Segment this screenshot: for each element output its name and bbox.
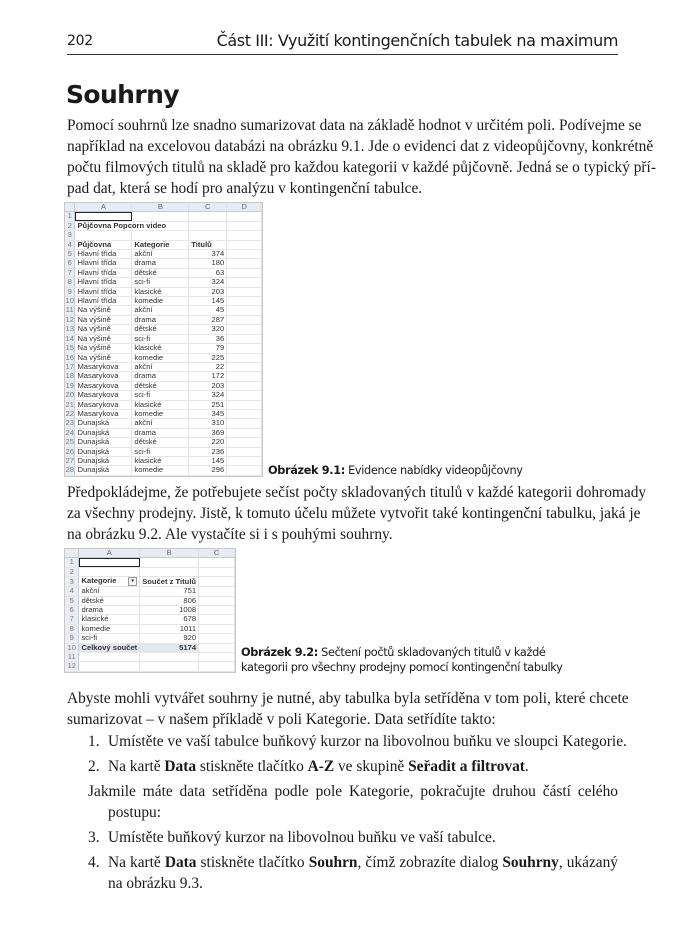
store-cell: Hlavní třída [75, 259, 132, 268]
table-row [65, 250, 262, 259]
row-number: 12 [65, 315, 74, 324]
table-row [65, 447, 262, 456]
category-cell: sci-fi [132, 278, 189, 287]
category-cell: klasické [132, 456, 189, 465]
sum-cell: 751 [140, 587, 199, 596]
empty-cell [227, 315, 262, 324]
store-cell: Dunajská [75, 447, 132, 456]
row-number: 15 [65, 343, 74, 353]
column-header: D [227, 203, 262, 212]
empty-cell [227, 438, 262, 447]
empty-cell [227, 353, 262, 362]
store-cell: Dunajská [75, 466, 132, 475]
empty-cell [227, 372, 262, 381]
row-number: 23 [65, 418, 74, 428]
row-number: 2 [65, 221, 75, 230]
text-line: například na excelovou databázi na obrázku 9.1. Jde o evidenci dat z videopůjčovny, konkrétně [67, 138, 654, 155]
row-number: 20 [65, 390, 74, 400]
table-row [65, 353, 262, 362]
row-number: 16 [65, 353, 74, 362]
category-cell: sci-fi [132, 334, 189, 343]
titles-cell: 236 [189, 447, 227, 456]
titles-cell: 203 [189, 381, 227, 390]
store-cell: Hlavní třída [75, 287, 132, 296]
category-cell: dětské [132, 325, 189, 334]
sum-cell: 1008 [140, 606, 199, 615]
row-number: 9 [65, 634, 79, 643]
store-cell: Na výšině [75, 353, 132, 362]
empty-cell [227, 287, 262, 296]
text-line: počtu filmových titulů na skladě pro každou kategorii v každé půjčovně. Jedná se o typický pří- [67, 159, 656, 176]
titles-cell: 145 [189, 297, 227, 306]
row-number: 8 [65, 624, 79, 633]
header-cell: Kategorie [132, 240, 189, 249]
category-cell: akční [132, 419, 189, 428]
empty-cell [227, 306, 262, 315]
table-row [65, 344, 262, 353]
table-row [65, 381, 262, 390]
column-header: B [132, 203, 189, 212]
section-title: Souhrny [66, 80, 179, 109]
sheet-title-cell: Půjčovna Popcorn video [75, 221, 189, 230]
empty-cell [227, 400, 262, 409]
empty-cell [227, 344, 262, 353]
store-cell: Hlavní třída [75, 297, 132, 306]
table-row [65, 362, 262, 371]
store-cell: Hlavní třída [75, 268, 132, 277]
pivot-row-label-header: Kategorie ▾ [79, 577, 140, 587]
category-cell: dětské [79, 596, 140, 605]
paragraph-pivot [67, 482, 647, 545]
text-line: sumarizovat – v našem příkladě v poli Kategorie. Data setřídíte takto: [67, 711, 496, 728]
column-header: C [189, 203, 227, 212]
table-row [65, 334, 262, 343]
column-header: A [75, 203, 132, 212]
empty-cell [227, 297, 262, 306]
sheet-header-row [65, 240, 262, 249]
table-row [65, 306, 262, 315]
chapter-title: Část III: Využití kontingenčních tabulek na maximum [216, 31, 618, 50]
sum-cell: 678 [140, 615, 199, 624]
caption-label: Obrázek 9.1: [268, 464, 345, 477]
category-cell: akční [132, 362, 189, 371]
page-number: 202 [67, 33, 93, 49]
titles-cell: 79 [189, 344, 227, 353]
row-number: 14 [65, 334, 74, 343]
header-cell: Půjčovna [75, 240, 132, 249]
row-number: 1 [65, 212, 75, 221]
table-row [65, 315, 262, 324]
titles-cell: 180 [189, 259, 227, 268]
row-number: 21 [65, 400, 74, 409]
sum-cell: 920 [140, 634, 199, 643]
paragraph-intro [67, 115, 656, 199]
row-number: 4 [65, 587, 79, 596]
table-row [65, 372, 262, 381]
table-row [65, 456, 262, 465]
empty-cell [227, 428, 262, 437]
store-cell: Na výšině [75, 325, 132, 334]
step-2: 2. Na kartě Data stiskněte tlačítko A-Z ve skupině Seřadit a filtrovat. [88, 758, 529, 775]
titles-cell: 324 [189, 278, 227, 287]
active-cell [75, 212, 132, 221]
row-number: 28 [65, 465, 74, 475]
empty-cell [227, 334, 262, 343]
store-cell: Masarykova [75, 372, 132, 381]
store-cell: Dunajská [75, 428, 132, 437]
category-cell: akční [79, 587, 140, 596]
empty-cell [199, 587, 235, 596]
step-1: 1. Umístěte ve vaší tabulce buňkový kurzor na libovolnou buňku ve sloupci Kategorie. [88, 733, 627, 750]
text-line: pad dat, která se hodí pro analýzu v kontingenční tabulce. [67, 180, 423, 197]
table-row [65, 587, 235, 596]
category-cell: akční [132, 306, 189, 315]
category-cell: drama [132, 259, 189, 268]
titles-cell: 172 [189, 372, 227, 381]
caption-text: Sečtení počtů skladovaných titulů v každé [317, 646, 546, 659]
grand-total-value: 5174 [140, 643, 199, 652]
paragraph-sorting [67, 688, 629, 730]
caption-text: kategorii pro všechny prodejny pomocí kontingenční tabulky [241, 661, 563, 674]
store-cell: Dunajská [75, 456, 132, 465]
category-cell: drama [132, 315, 189, 324]
titles-cell: 324 [189, 391, 227, 400]
step-3: 3. Umístěte buňkový kurzor na libovolnou buňku ve vaší tabulce. [88, 829, 496, 846]
category-cell: komedie [132, 297, 189, 306]
category-cell: komedie [79, 624, 140, 633]
row-number: 18 [65, 371, 74, 381]
row-number: 10 [65, 643, 79, 652]
store-cell: Na výšině [75, 334, 132, 343]
category-cell: drama [132, 372, 189, 381]
titles-cell: 369 [189, 428, 227, 437]
table-row [65, 259, 262, 268]
table-row [65, 606, 235, 615]
titles-cell: 296 [189, 466, 227, 475]
row-number: 6 [65, 606, 79, 615]
table-row [65, 615, 235, 624]
table-row [65, 438, 262, 447]
category-cell: dětské [132, 438, 189, 447]
store-cell: Masarykova [75, 381, 132, 390]
table-row [65, 428, 262, 437]
titles-cell: 320 [189, 325, 227, 334]
empty-cell [199, 606, 235, 615]
empty-cell [199, 596, 235, 605]
table-row [65, 287, 262, 296]
grand-total-row [65, 643, 235, 652]
figure-9-2-caption [241, 645, 562, 675]
category-cell: akční [132, 250, 189, 259]
table-row [65, 268, 262, 277]
active-cell [79, 558, 140, 567]
row-number: 10 [65, 296, 74, 306]
column-header: C [199, 549, 235, 558]
row-number: 2 [65, 567, 79, 576]
text-line: Předpokládejme, že potřebujete sečíst počty skladovaných titulů v každé kategorii dohromady [67, 484, 647, 501]
row-number: 4 [65, 240, 75, 249]
column-header-row [65, 549, 235, 558]
row-number: 9 [65, 287, 75, 296]
table-row [65, 624, 235, 633]
table-row [65, 634, 235, 643]
category-cell: dětské [132, 268, 189, 277]
text-line: na obrázku 9.2. Ale vystačíte si i s pouhými souhrny. [67, 526, 393, 543]
pivot-value-header: Součet z Titulů [140, 577, 199, 587]
row-number: 1 [65, 558, 79, 567]
row-number: 6 [65, 259, 75, 268]
row-number: 27 [65, 456, 74, 465]
category-cell: sci-fi [79, 634, 140, 643]
store-cell: Na výšině [75, 344, 132, 353]
category-cell: klasické [132, 400, 189, 409]
text-line: za všechny prodejny. Jistě, k tomuto účelu můžete vytvořit také kontingenční tabulku, jaká je [67, 505, 641, 522]
empty-cell [227, 456, 262, 465]
store-cell: Na výšině [75, 306, 132, 315]
filter-dropdown-icon[interactable]: ▾ [128, 577, 137, 586]
caption-text: Evidence nabídky videopůjčovny [344, 464, 523, 477]
store-cell: Dunajská [75, 438, 132, 447]
category-cell: komedie [132, 466, 189, 475]
row-number: 19 [65, 381, 74, 390]
empty-cell [199, 624, 235, 633]
titles-cell: 203 [189, 287, 227, 296]
store-cell: Hlavní třída [75, 250, 132, 259]
sheet-row [65, 653, 235, 662]
select-all-corner [65, 203, 75, 212]
titles-cell: 36 [189, 334, 227, 343]
titles-cell: 22 [189, 362, 227, 371]
header-cell: Titulů [189, 240, 227, 249]
text-line: Abyste mohli vytvářet souhrny je nutné, aby tabulka byla setříděna v tom poli, které chcete [67, 690, 629, 707]
column-header-row [65, 203, 262, 212]
caption-label: Obrázek 9.2: [241, 646, 318, 659]
row-number: 17 [65, 362, 74, 371]
empty-cell [227, 391, 262, 400]
sheet-row [65, 221, 262, 230]
empty-cell [199, 643, 235, 652]
row-number: 25 [65, 437, 74, 447]
category-cell: sci-fi [132, 391, 189, 400]
table-row [65, 466, 262, 475]
category-cell: komedie [132, 353, 189, 362]
table-row [65, 297, 262, 306]
row-number: 13 [65, 324, 74, 334]
titles-cell: 310 [189, 419, 227, 428]
table-row [65, 391, 262, 400]
table-row [65, 409, 262, 418]
row-number: 22 [65, 409, 74, 418]
empty-cell [199, 634, 235, 643]
row-number: 24 [65, 428, 74, 437]
row-number: 11 [65, 653, 79, 662]
empty-cell [227, 362, 262, 371]
titles-cell: 251 [189, 400, 227, 409]
sheet-row [65, 231, 262, 240]
titles-cell: 225 [189, 353, 227, 362]
steps-list [67, 731, 627, 894]
table-row [65, 400, 262, 409]
empty-cell [227, 278, 262, 287]
category-cell: sci-fi [132, 447, 189, 456]
column-header: B [140, 549, 199, 558]
sheet-row [65, 212, 262, 221]
running-header [67, 30, 618, 55]
empty-cell [227, 466, 262, 475]
spreadsheet-figure-9-1 [64, 202, 263, 477]
table-row [65, 278, 262, 287]
grand-total-label: Celkový součet [79, 643, 140, 652]
step-4: 4. Na kartě Data stiskněte tlačítko Souhrn, čímž zobrazíte dialog Souhrny, ukázaný na obrázku 9.3. [88, 854, 618, 892]
table-row [65, 325, 262, 334]
empty-cell [227, 250, 262, 259]
sheet-row [65, 558, 235, 567]
sheet-row [65, 567, 235, 576]
row-number: 5 [65, 596, 79, 605]
store-cell: Masarykova [75, 409, 132, 418]
titles-cell: 345 [189, 409, 227, 418]
text-line: Pomocí souhrnů lze snadno sumarizovat data na základě hodnot v určitém poli. Podívejme se [67, 117, 642, 134]
empty-cell [227, 419, 262, 428]
figure-9-1-caption [268, 463, 523, 478]
store-cell: Masarykova [75, 391, 132, 400]
row-number: 7 [65, 268, 75, 277]
row-number: 7 [65, 615, 79, 624]
empty-cell [227, 447, 262, 456]
store-cell: Hlavní třída [75, 278, 132, 287]
sheet-row [65, 662, 235, 671]
empty-cell [227, 325, 262, 334]
titles-cell: 45 [189, 306, 227, 315]
category-cell: klasické [132, 344, 189, 353]
titles-cell: 287 [189, 315, 227, 324]
store-cell: Na výšině [75, 315, 132, 324]
empty-cell [199, 615, 235, 624]
category-cell: drama [132, 428, 189, 437]
sum-cell: 1011 [140, 624, 199, 633]
titles-cell: 145 [189, 456, 227, 465]
row-number: 5 [65, 250, 75, 259]
store-cell: Dunajská [75, 419, 132, 428]
titles-cell: 220 [189, 438, 227, 447]
category-cell: klasické [132, 287, 189, 296]
pivot-header-row [65, 577, 235, 587]
row-number: 26 [65, 447, 74, 456]
store-cell: Masarykova [75, 362, 132, 371]
row-number: 3 [65, 577, 79, 587]
category-cell: klasické [79, 615, 140, 624]
titles-cell: 63 [189, 268, 227, 277]
empty-cell [227, 259, 262, 268]
sum-cell: 806 [140, 596, 199, 605]
empty-cell [227, 268, 262, 277]
row-number: 11 [65, 305, 74, 315]
category-cell: dětské [132, 381, 189, 390]
titles-cell: 374 [189, 250, 227, 259]
table-row [65, 419, 262, 428]
empty-cell [227, 409, 262, 418]
table-row [65, 596, 235, 605]
store-cell: Masarykova [75, 400, 132, 409]
row-number: 3 [65, 231, 75, 240]
row-number: 12 [65, 662, 79, 671]
category-cell: komedie [132, 409, 189, 418]
continuation-note: Jakmile máte data setříděna podle pole Kategorie, pokračujte druhou částí celého postupu: [88, 783, 618, 821]
row-number: 8 [65, 278, 75, 287]
category-cell: drama [79, 606, 140, 615]
column-header: A [79, 549, 140, 558]
spreadsheet-figure-9-2 [64, 548, 236, 673]
empty-cell [227, 381, 262, 390]
select-all-corner [65, 549, 79, 558]
